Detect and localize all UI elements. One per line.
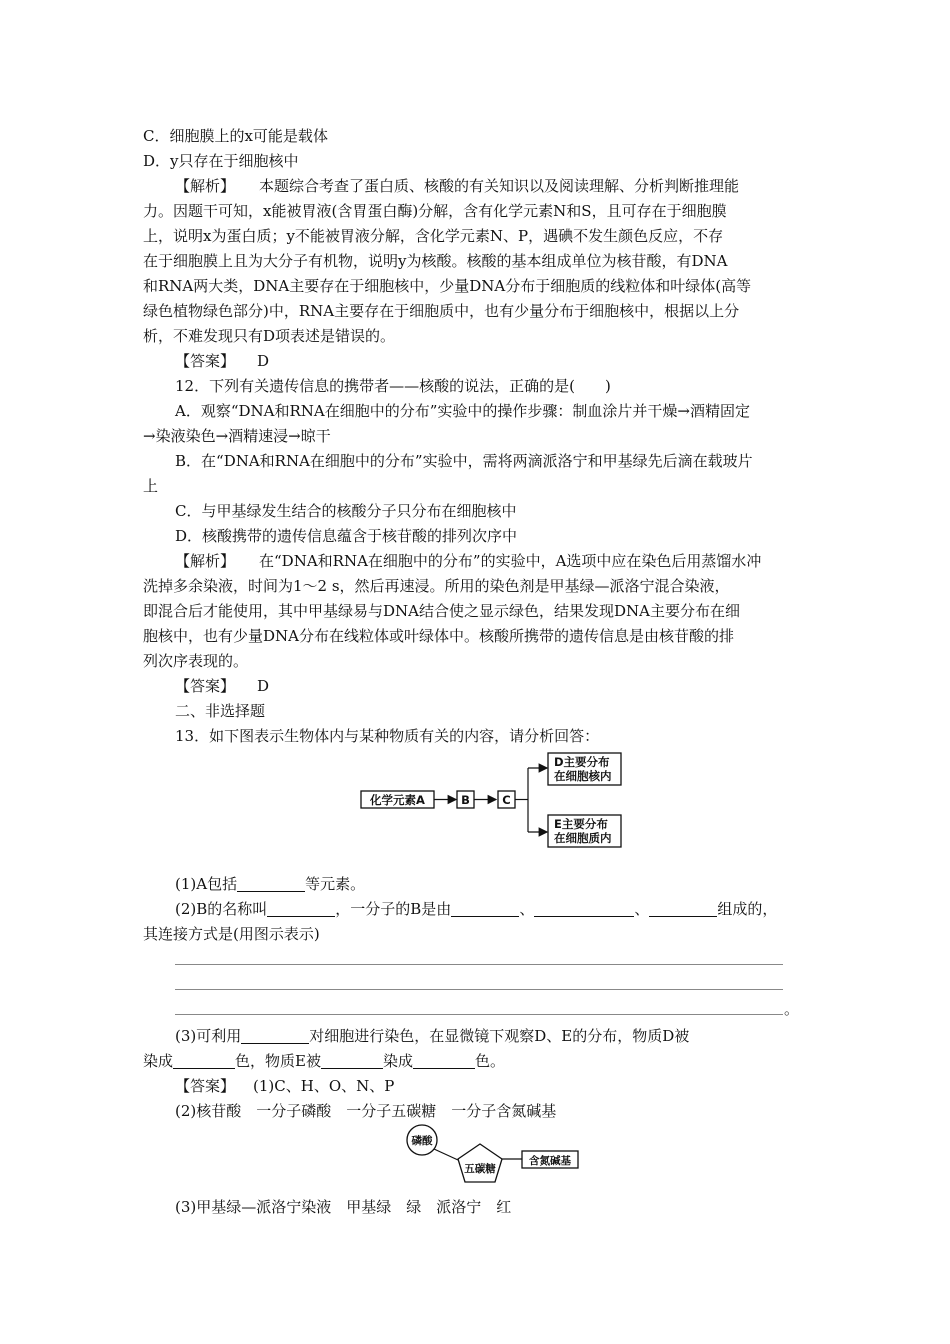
text-line: 其连接方式是(用图示表示): [143, 925, 320, 943]
answer-value: D: [257, 677, 270, 695]
answer-tag: 【答案】: [175, 352, 236, 370]
answer-tag: 【答案】: [175, 677, 236, 695]
text-line: 列次序表现的。: [143, 652, 249, 670]
q3-text: 染成: [382, 1052, 413, 1070]
q1-text-end: 等元素。: [305, 875, 366, 893]
q2-sep: 、: [519, 900, 535, 918]
nucleotide-structure-diagram: [400, 1122, 585, 1188]
label-chemical-element-a: 化学元素A: [370, 793, 425, 807]
option-d-line: D．y只存在于细胞核中: [143, 152, 299, 170]
text-line: 和RNA两大类，DNA主要存在于细胞核中，少量DNA分布于细胞质的线粒体和叶绿体(高等: [143, 277, 752, 295]
subquestion-2: [175, 897, 777, 921]
q1-text: (1)A包括: [175, 875, 238, 893]
fill-blank: [241, 1027, 309, 1044]
phosphate-label: 磷酸: [411, 1135, 433, 1147]
subquestion-1: [175, 872, 365, 896]
text-line: 在于细胞膜上且为大分子有机物，说明y为核酸。核酸的基本组成单位为核苷酸，有DNA: [143, 252, 728, 270]
q3-text: 对细胞进行染色，在显微镜下观察D、E的分布，物质D被: [309, 1027, 690, 1045]
fill-blank: [534, 900, 634, 917]
answer-rule: [175, 989, 783, 990]
label-e-line2: 在细胞质内: [554, 831, 612, 845]
option-d-line: D．核酸携带的遗传信息蕴含于核苷酸的排列次序中: [175, 527, 518, 545]
subquestion-3: [175, 1024, 689, 1048]
q3-text: (3)可利用: [175, 1027, 242, 1045]
answer-value: D: [257, 352, 270, 370]
section-heading: 二、非选择题: [175, 702, 266, 720]
label-d-line1: D主要分布: [554, 755, 610, 769]
fill-blank: [451, 900, 519, 917]
label-c: C: [502, 793, 511, 807]
answer-tag: 【答案】: [175, 1077, 236, 1095]
text-line: 洗掉多余染液，时间为1～2 s，然后再速浸。所用的染色剂是甲基绿—派洛宁混合染液，: [143, 577, 730, 595]
option-c-line: C．与甲基绿发生结合的核酸分子只分布在细胞核中: [175, 502, 517, 520]
subquestion-3-cont: [143, 1049, 505, 1073]
analysis-line: [175, 174, 739, 198]
text-line: 绿色植物绿色部分)中，RNA主要存在于细胞质中，也有少量分布于细胞核中，根据以上分: [143, 302, 740, 320]
fill-blank: [649, 900, 717, 917]
q2-sep: 、: [634, 900, 650, 918]
fill-blank: [173, 1052, 235, 1069]
answer-value: (1)C、H、O、N、P: [253, 1077, 395, 1095]
fill-blank: [321, 1052, 383, 1069]
option-a-line: A．观察“DNA和RNA在细胞中的分布”实验中的操作步骤：制血涂片并干燥→酒精固定: [175, 402, 750, 420]
analysis-tag: 【解析】: [175, 177, 236, 195]
analysis-text: 本题综合考查了蛋白质、核酸的有关知识以及阅读理解、分析判断推理能: [259, 177, 740, 195]
answer-line-3: (3)甲基绿—派洛宁染液 甲基绿 绿 派洛宁 红: [175, 1198, 512, 1216]
text-line: 力。因题干可知，x能被胃液(含胃蛋白酶)分解，含有化学元素N和S，且可存在于细胞膜: [143, 202, 727, 220]
answer-rule: [175, 1014, 783, 1015]
bond-phosphate-sugar: [434, 1149, 458, 1160]
option-c-line: C．细胞膜上的x可能是载体: [143, 127, 328, 145]
label-e-line1: E主要分布: [554, 817, 608, 831]
text-line: 上: [143, 477, 159, 495]
answer-line: [175, 674, 269, 698]
text-line: 上，说明x为蛋白质；y不能被胃液分解，含化学元素N、P，遇碘不发生颜色反应，不存: [143, 227, 724, 245]
analysis-text: 在“DNA和RNA在细胞中的分布”的实验中，A选项中应在染色后用蒸馏水冲: [259, 552, 762, 570]
question-12: 12．下列有关遗传信息的携带者——核酸的说法，正确的是( ): [175, 377, 611, 395]
label-b: B: [461, 793, 470, 807]
base-label: 含氮碱基: [529, 1155, 571, 1167]
question-13: 13．如下图表示生物体内与某种物质有关的内容，请分析回答：: [175, 727, 600, 745]
fill-blank: [413, 1052, 475, 1069]
q2-text: ，一分子的B是由: [335, 900, 452, 918]
q2-text: (2)B的名称叫: [175, 900, 268, 918]
answer-rule: [175, 964, 783, 965]
q2-text-end: 组成的，: [717, 900, 778, 918]
q3-text: 色，物质E被: [235, 1052, 321, 1070]
fill-blank: [267, 900, 335, 917]
answer-line-2: (2)核苷酸 一分子磷酸 一分子五碳糖 一分子含氮碱基: [175, 1102, 557, 1120]
answer-line: [175, 1074, 394, 1098]
pentose-label: 五碳糖: [464, 1163, 496, 1175]
option-b-line: B．在“DNA和RNA在细胞中的分布”实验中，需将两滴派洛宁和甲基绿先后滴在载玻片: [175, 452, 753, 470]
rule-end-mark: 。: [784, 1000, 800, 1018]
text-line: 析，不难发现只有D项表述是错误的。: [143, 327, 396, 345]
text-line: 胞核中，也有少量DNA分布在线粒体或叶绿体中。核酸所携带的遗传信息是由核苷酸的排: [143, 627, 734, 645]
text-line: →染液染色→酒精速浸→晾干: [143, 427, 331, 445]
q3-text-end: 色。: [474, 1052, 505, 1070]
q3-text: 染成: [143, 1052, 174, 1070]
analysis-tag: 【解析】: [175, 552, 236, 570]
flow-diagram: [355, 750, 635, 850]
text-line: 即混合后才能使用，其中甲基绿易与DNA结合使之显示绿色，结果发现DNA主要分布在细: [143, 602, 740, 620]
fill-blank: [237, 875, 305, 892]
answer-line: [175, 349, 269, 373]
label-d-line2: 在细胞核内: [554, 769, 612, 783]
analysis-line: [175, 549, 761, 573]
